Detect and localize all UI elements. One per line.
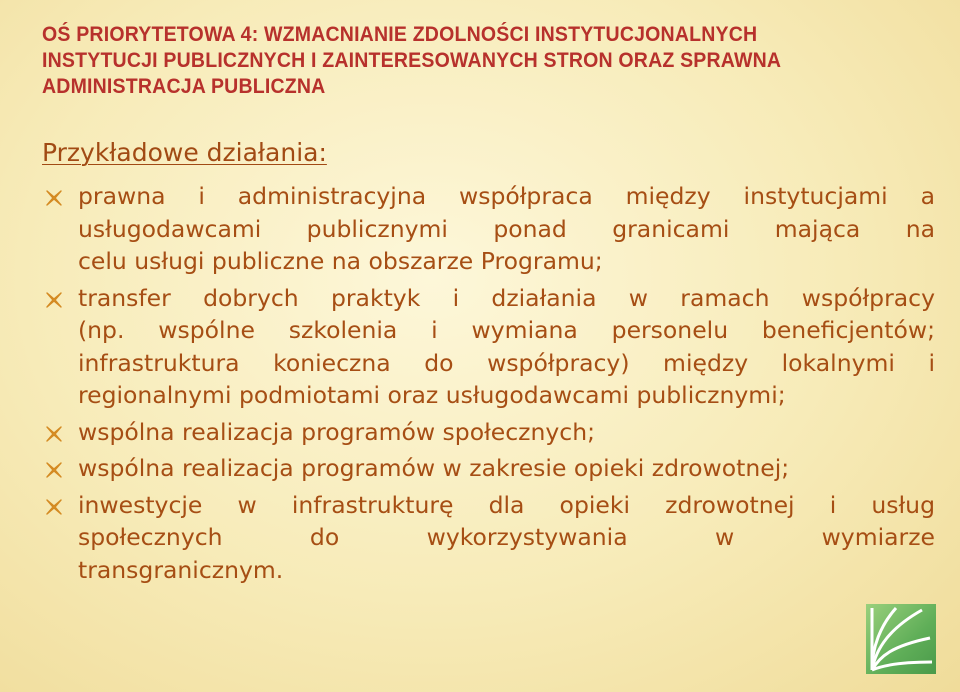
bullet-text-line: inwestycje w infrastrukturę dla opieki zdrowotnej i usług [78,490,935,519]
title-line: OŚ PRIORYTETOWA 4: WZMACNIANIE ZDOLNOŚCI INSTYTUCJONALNYCH [42,23,758,46]
bullet-text-line: regionalnymi podmiotami oraz usługodawcami publicznymi; [78,381,786,409]
section-heading: Przykładowe działania: [42,138,327,167]
bullet-text-line: infrastruktura konieczna do współpracy) między lokalnymi i [78,348,935,377]
x-mark-icon [44,291,64,309]
bullet-text-line: społecznych do wykorzystywania w wymiarze [78,523,935,551]
program-logo-icon [866,604,936,674]
bullet-text-line: wspólna realizacja programów społecznych; [78,417,596,446]
bullet-text-line: (np. wspólne szkolenia i wymiana personelu beneficjentów; [78,316,935,344]
title-line: ADMINISTRACJA PUBLICZNA [42,75,326,98]
bullet-item [0,282,960,412]
x-mark-icon [44,461,64,479]
bullet-item [0,489,960,587]
bullet-text-line: usługodawcami publicznymi ponad granicami mająca na [78,214,935,243]
bullet-text-line: transfer dobrych praktyk i działania w ramach współpracy [78,283,935,312]
bullet-item [0,452,960,485]
x-mark-icon [44,425,64,443]
bullet-list [0,180,960,590]
bullet-text-line: prawna i administracyjna współpraca między instytucjami a [78,182,935,210]
bullet-item [0,180,960,278]
x-mark-icon [44,498,64,516]
bullet-text-line: wspólna realizacja programów w zakresie opieki zdrowotnej; [78,454,790,482]
bullet-item [0,416,960,449]
slide-title [42,22,879,100]
title-line: INSTYTUCJI PUBLICZNYCH I ZAINTERESOWANYCH STRON ORAZ SPRAWNA [42,49,782,72]
bullet-text-line: celu usługi publiczne na obszarze Programu; [78,247,603,275]
bullet-text-line: transgranicznym. [78,555,284,584]
x-mark-icon [44,189,64,207]
